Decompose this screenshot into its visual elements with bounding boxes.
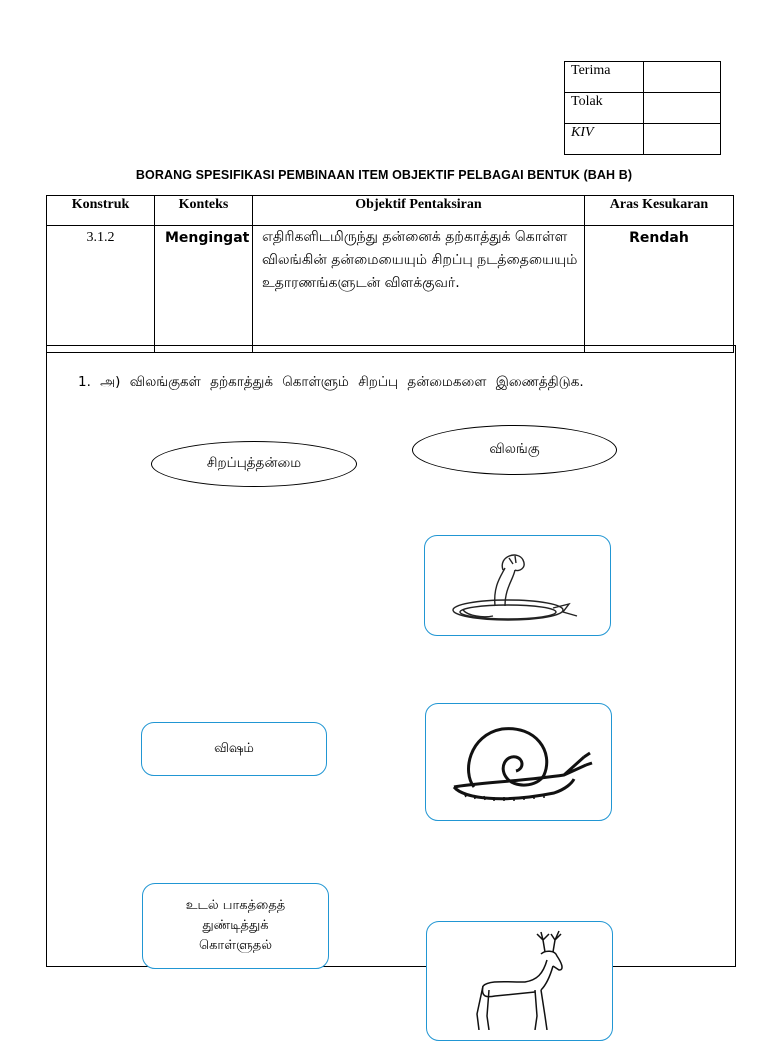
cell-objektif: எதிரிகளிடமிருந்து தன்னைக் தற்காத்துக் கொள்ள விலங்கின் தன்மையையும் சிறப்பு நடத்தையையும் உதாரணங்களுடன் விளக்குவர். <box>253 226 585 353</box>
animal-card-cobra[interactable] <box>424 535 611 636</box>
status-value-terima[interactable] <box>644 62 721 93</box>
trait-label: உடல் பாகத்தைத் துண்டித்துக் கொள்ளுதல் <box>185 898 286 953</box>
cell-aras: Rendah <box>585 226 734 353</box>
status-label-kiv: KIV <box>565 124 644 155</box>
question-box <box>46 345 736 967</box>
header-objektif: Objektif Pentaksiran <box>253 196 585 226</box>
cell-konstruk: 3.1.2 <box>47 226 155 353</box>
question-text: 1. அ) விலங்குகள் தற்காத்துக் கொள்ளும் சிறப்பு தன்மைகளை இணைத்திடுக. <box>78 374 584 390</box>
header-aras: Aras Kesukaran <box>585 196 734 226</box>
approval-status-box <box>564 61 721 155</box>
cobra-icon <box>443 546 593 626</box>
header-konteks: Konteks <box>155 196 253 226</box>
header-konstruk: Konstruk <box>47 196 155 226</box>
animal-card-snail[interactable] <box>425 703 612 821</box>
status-label-tolak: Tolak <box>565 93 644 124</box>
animal-card-deer[interactable] <box>426 921 613 1041</box>
status-value-kiv[interactable] <box>644 124 721 155</box>
specification-table <box>46 195 734 353</box>
snail-icon <box>444 717 594 807</box>
cell-konteks: Mengingat <box>155 226 253 353</box>
form-title: BORANG SPESIFIKASI PEMBINAAN ITEM OBJEKTIF PELBAGAI BENTUK (BAH B) <box>135 168 633 182</box>
trait-heading-label: சிறப்புத்தன்மை <box>206 455 302 471</box>
trait-card-poison[interactable] <box>141 722 327 776</box>
trait-column-heading <box>151 441 357 487</box>
animal-heading-label: விலங்கு <box>489 441 540 457</box>
trait-card-shed-body-part[interactable] <box>142 883 329 969</box>
deer-icon <box>465 930 575 1030</box>
status-label-terima: Terima <box>565 62 644 93</box>
status-value-tolak[interactable] <box>644 93 721 124</box>
trait-label: விஷம் <box>214 741 254 756</box>
animal-column-heading <box>412 425 617 475</box>
